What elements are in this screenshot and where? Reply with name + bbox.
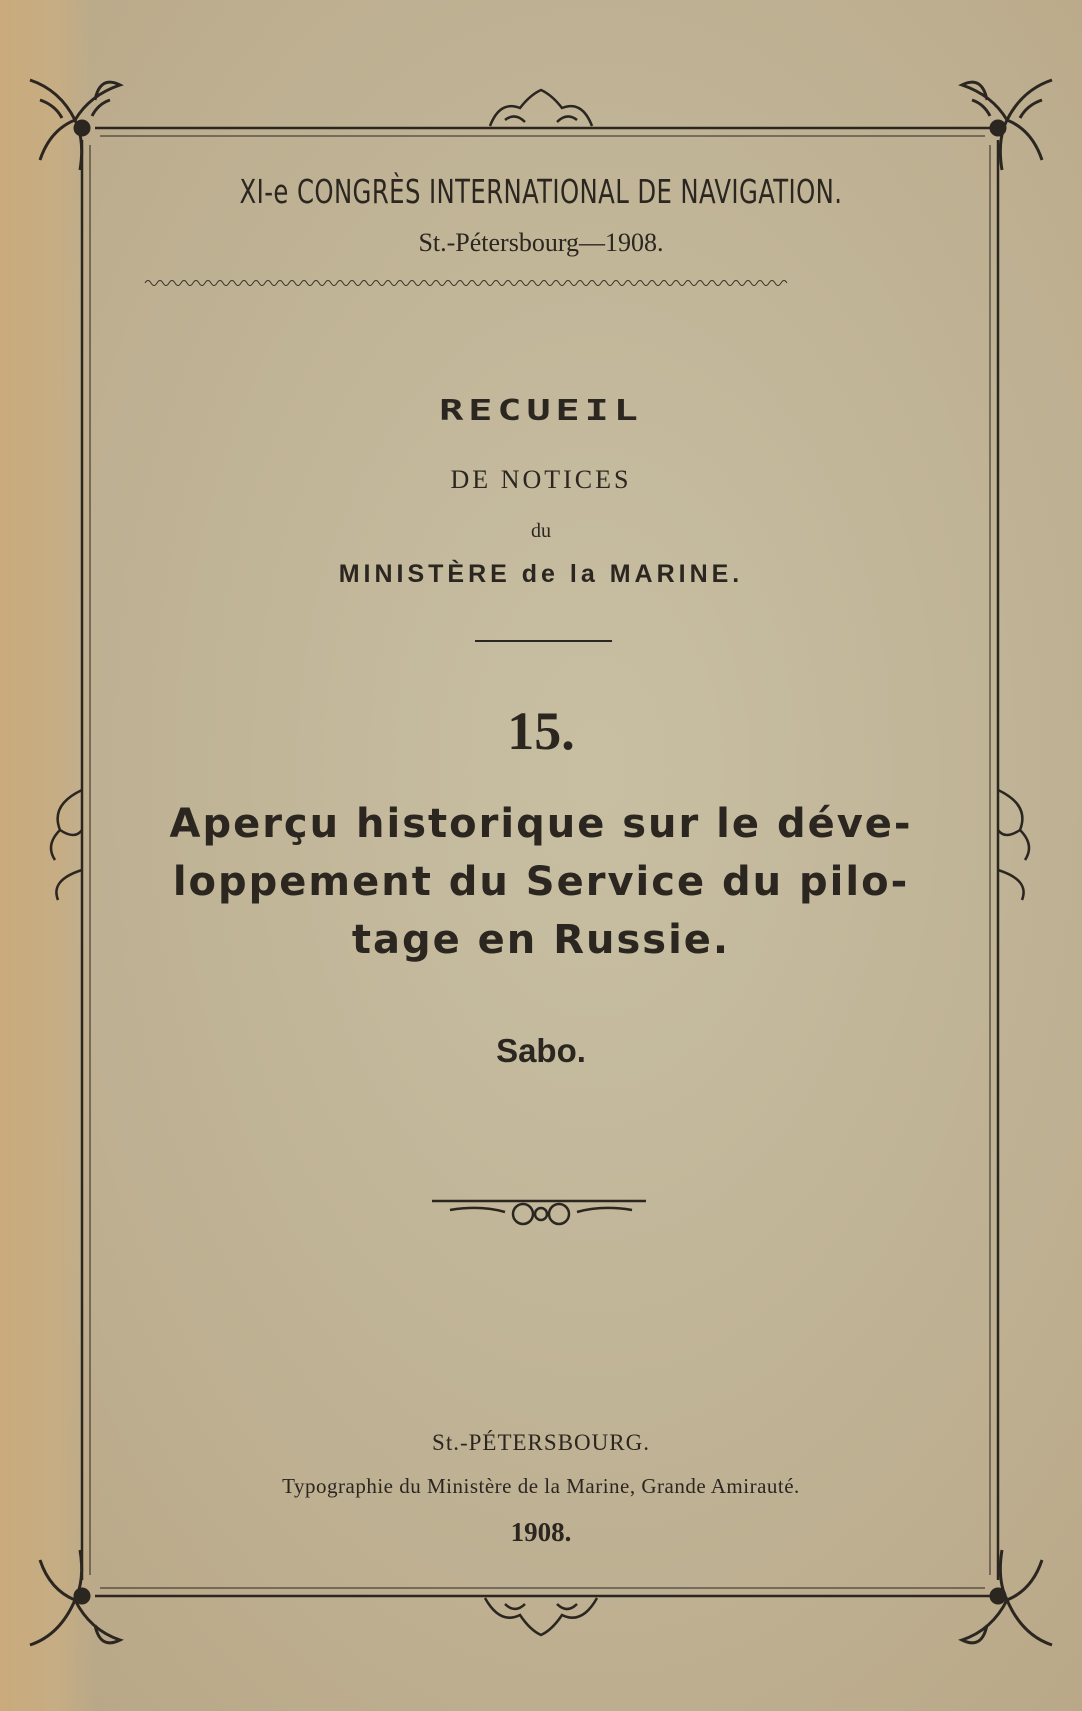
corner-ornament-icon (962, 1550, 1052, 1645)
corner-ornament-icon (30, 80, 120, 170)
imprint-city: St.-PÉTERSBOURG. (432, 1430, 650, 1455)
imprint-printer: Typographie du Ministère de la Marine, Grande Amirauté. (282, 1474, 800, 1498)
work-title-line: Aperçu historique sur le déve- (169, 801, 913, 847)
collection-subtitle: DE NOTICES (450, 465, 632, 494)
imprint-year: 1908. (510, 1517, 572, 1547)
top-center-ornament-icon (490, 90, 592, 126)
collection-title: RECUEIL (439, 394, 643, 428)
author-name: Sabo. (496, 1032, 586, 1069)
collection-connector: du (531, 520, 551, 542)
work-title-line: tage en Russie. (351, 917, 731, 963)
work-title (0, 795, 1082, 969)
fleuron-icon (432, 1201, 646, 1224)
work-title-line: loppement du Service du pilo- (172, 859, 910, 905)
wavy-divider (145, 281, 787, 286)
bottom-center-ornament-icon (485, 1598, 597, 1635)
corner-ornament-icon (962, 80, 1052, 170)
volume-number: 15. (507, 701, 575, 761)
corner-ornament-icon (30, 1550, 120, 1645)
congress-heading: XI-e CONGRÈS INTERNATIONAL DE NAVIGATION. (239, 172, 843, 211)
congress-city-year: St.-Pétersbourg—1908. (418, 228, 664, 257)
ministry-name: MINISTÈRE de la MARINE. (338, 560, 744, 588)
